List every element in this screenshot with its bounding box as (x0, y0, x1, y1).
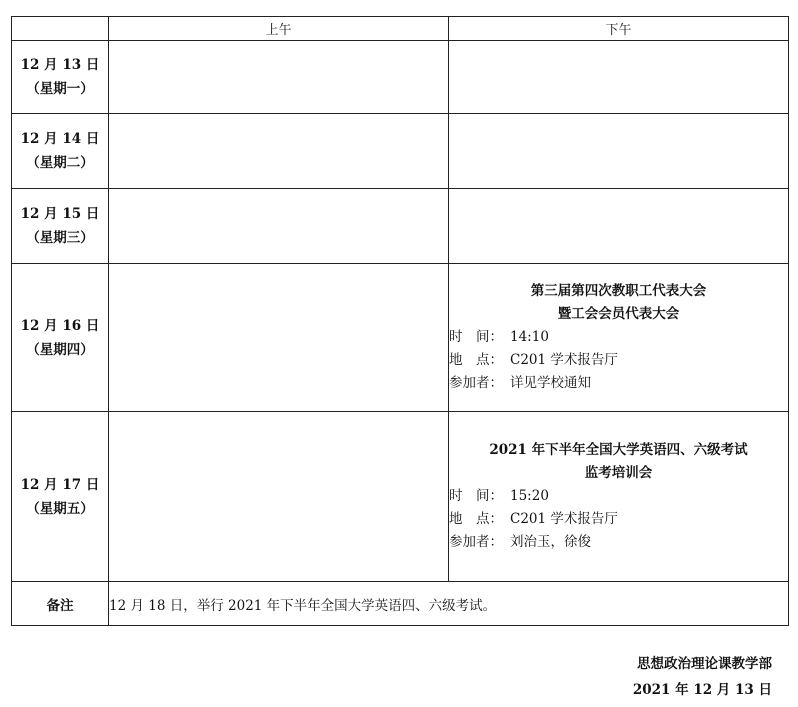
table-row (12, 264, 789, 412)
event-title-line: 监考培训会 (584, 465, 653, 481)
event-place-line (449, 349, 788, 372)
footer-date: 2021 年 12 月 13 日 (632, 682, 772, 698)
date-label: 12 月 14 日 (20, 131, 100, 147)
am-cell (109, 264, 449, 412)
event-attendees-value: 详见学校通知 (510, 375, 591, 391)
note-text: 12 月 18 日，举行 2021 年下半年全国大学英语四、六级考试。 (109, 582, 789, 626)
event-attendees-line (449, 531, 788, 554)
event-place-line (449, 508, 788, 531)
table-row (12, 189, 789, 264)
schedule-table (11, 16, 789, 626)
header-row (12, 17, 789, 41)
event-place-value: C201 学术报告厅 (510, 352, 618, 368)
table-row (12, 114, 789, 189)
note-label: 备注 (12, 582, 109, 626)
note-row (12, 582, 789, 626)
date-label: 12 月 13 日 (20, 57, 100, 73)
date-cell (12, 41, 109, 114)
weekday-label: （星期四） (26, 341, 94, 358)
am-cell (109, 114, 449, 189)
table-row (12, 41, 789, 114)
event-time-value: 15:20 (510, 488, 549, 504)
pm-cell (449, 41, 789, 114)
weekday-label: （星期三） (26, 230, 94, 246)
event-title-line: 2021 年下半年全国大学英语四、六级考试 (489, 442, 748, 458)
am-cell (109, 189, 449, 264)
event-time-label: 时 间： (449, 329, 503, 345)
am-cell (109, 412, 449, 582)
weekday-label: （星期二） (26, 155, 94, 171)
event-time-value: 14:10 (510, 329, 549, 345)
event-attendees-label: 参加者： (449, 375, 503, 391)
event-title-line: 暨工会会员代表大会 (557, 306, 680, 322)
event-time-line (449, 326, 788, 349)
header-am: 上午 (109, 17, 449, 41)
date-cell (12, 189, 109, 264)
header-corner-cell (12, 17, 109, 41)
date-cell (12, 412, 109, 582)
weekday-label: （星期一） (26, 81, 94, 97)
am-cell (109, 41, 449, 114)
date-cell (12, 264, 109, 412)
event-title-line: 第三届第四次教职工代表大会 (530, 283, 707, 299)
event-place-label: 地 点： (449, 511, 503, 527)
event-place-value: C201 学术报告厅 (510, 511, 618, 527)
pm-event-cell (449, 264, 789, 412)
header-pm: 下午 (449, 17, 789, 41)
pm-event-cell (449, 412, 789, 582)
event-attendees-label: 参加者： (449, 534, 503, 550)
table-row (12, 412, 789, 582)
date-label: 12 月 15 日 (20, 206, 100, 222)
event-time-label: 时 间： (449, 488, 503, 504)
event-place-label: 地 点： (449, 352, 503, 368)
date-label: 12 月 16 日 (20, 317, 100, 334)
date-label: 12 月 17 日 (20, 476, 100, 493)
event-attendees-value: 刘治玉，徐俊 (510, 534, 591, 550)
pm-cell (449, 189, 789, 264)
pm-cell (449, 114, 789, 189)
event-time-line (449, 485, 788, 508)
weekday-label: （星期五） (26, 500, 94, 517)
event-attendees-line (449, 372, 788, 395)
date-cell (12, 114, 109, 189)
footer-department: 思想政治理论课教学部 (637, 656, 772, 672)
